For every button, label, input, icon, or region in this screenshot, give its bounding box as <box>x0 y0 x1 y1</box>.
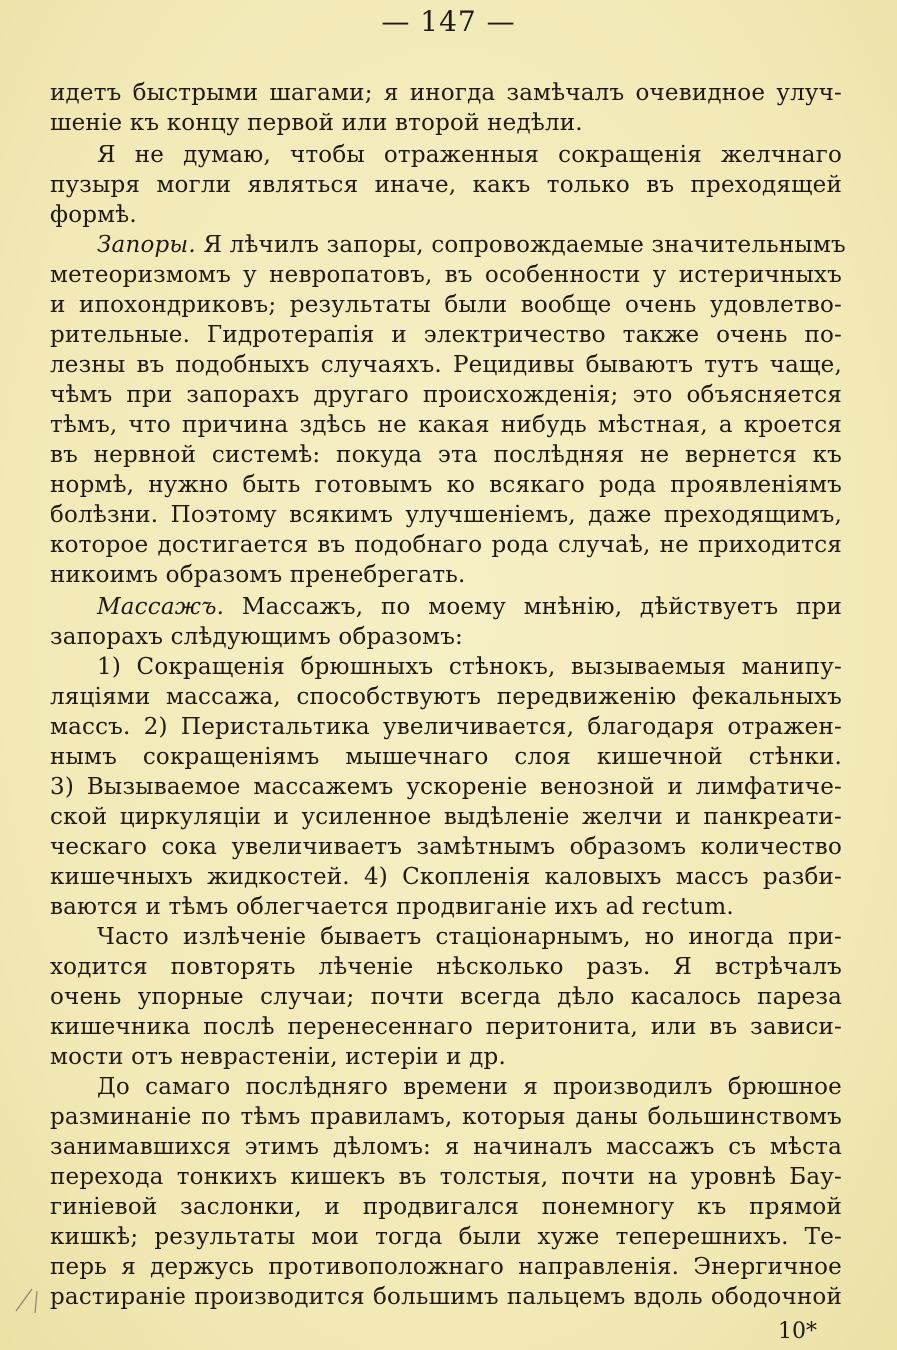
text-line: и ипохондриковъ; результаты были вообще очень удовлетво- <box>50 292 842 318</box>
text-line: кишкѣ; результаты мои тогда были хуже теперешнихъ. Те- <box>50 1224 842 1250</box>
massazh-first-line-rest: Массажъ, по моему мнѣнію, дѣйствуетъ при <box>224 594 842 620</box>
paragraph-massazh-first-line <box>97 592 842 622</box>
section-heading-massazh: Массажъ. <box>97 594 225 620</box>
text-line: 3) Вызываемое массажемъ ускореніе венозной и лимфатиче- <box>50 774 842 800</box>
text-line: нормѣ, нужно быть готовымъ ко всякаго рода проявленіямъ <box>50 472 842 498</box>
paragraph-zapory-first-line <box>97 230 846 260</box>
text-line: До самаго послѣдняго времени я производилъ брюшное <box>97 1074 842 1100</box>
text-line: формѣ. <box>50 202 137 228</box>
text-line: идетъ быстрыми шагами; я иногда замѣчалъ очевидное улуч- <box>50 80 842 106</box>
text-line: лезны въ подобныхъ случаяхъ. Рецидивы бываютъ тутъ чаще, <box>50 352 842 378</box>
text-line: гиніевой заслонки, и продвигался понемногу къ прямой <box>50 1194 842 1220</box>
page-number: — 147 — <box>381 5 516 38</box>
text-line: разминаніе по тѣмъ правиламъ, которыя даны большинствомъ <box>50 1104 842 1130</box>
text-line: мости отъ неврастеніи, истеріи и др. <box>50 1044 506 1070</box>
text-line: 1) Сокращенія брюшныхъ стѣнокъ, вызываемыя манипу- <box>97 654 842 680</box>
text-line: шеніе къ концу первой или второй недѣли. <box>50 110 583 136</box>
zapory-first-line-rest: Я лѣчилъ запоры, сопровождаемые значительнымъ <box>195 232 846 258</box>
text-line: болѣзни. Поэтому всякимъ улучшеніемъ, даже преходящимъ, <box>50 502 842 528</box>
text-line: никоимъ образомъ пренебрегать. <box>50 562 466 588</box>
text-line: пузыря могли являться иначе, какъ только въ преходящей <box>50 172 842 198</box>
text-line: ходится повторять лѣченіе нѣсколько разъ. Я встрѣчалъ <box>50 954 842 980</box>
text-line: ской циркуляціи и усиленное выдѣленіе желчи и панкреати- <box>50 804 842 830</box>
text-line: запорахъ слѣдующимъ образомъ: <box>50 624 464 650</box>
text-line: чѣмъ при запорахъ другаго происхожденія; это объясняется <box>50 382 842 408</box>
text-line: метеоризмомъ у невропатовъ, въ особенности у истеричныхъ <box>50 262 842 288</box>
text-line: рительные. Гидротерапія и электричество также очень по- <box>50 322 842 348</box>
text-line: перь я держусь противоположнаго направленія. Энергичное <box>50 1254 842 1280</box>
text-line: которое достигается въ подобнаго рода случаѣ, не приходится <box>50 532 842 558</box>
text-line: занимавшихся этимъ дѣломъ: я начиналъ массажъ съ мѣста <box>50 1134 842 1160</box>
text-line: кишечника послѣ перенесеннаго перитонита, или въ зависи- <box>50 1014 842 1040</box>
text-line: въ нервной системѣ: покуда эта послѣдняя не вернется къ <box>50 442 842 468</box>
text-line: ваются и тѣмъ облегчается продвиганіе ихъ ad rectum. <box>50 894 734 920</box>
text-line: кишечныхъ жидкостей. 4) Скопленія каловыхъ массъ разби- <box>50 864 842 890</box>
text-line: массъ. 2) Перистальтика увеличивается, благодаря отражен- <box>50 714 842 740</box>
text-line: ляціями массажа, способствуютъ передвиженію фекальныхъ <box>50 684 842 710</box>
text-line: тѣмъ, что причина здѣсь не какая нибудь мѣстная, а кроется <box>50 412 842 438</box>
signature-mark: 10* <box>778 1319 817 1344</box>
text-line: нымъ сокращеніямъ мышечнаго слоя кишечной стѣнки. <box>50 744 842 770</box>
text-line: ческаго сока увеличиваетъ замѣтнымъ образомъ количество <box>50 834 842 860</box>
text-line: растираніе производится большимъ пальцемъ вдоль ободочной <box>50 1284 842 1310</box>
text-line: Я не думаю, чтобы отраженныя сокращенія желчнаго <box>97 142 842 168</box>
text-line: Часто излѣченіе бываетъ стаціонарнымъ, но иногда при- <box>97 924 842 950</box>
text-line: очень упорные случаи; почти всегда дѣло касалось пареза <box>50 984 842 1010</box>
section-heading-zapory: Запоры. <box>97 232 196 258</box>
text-line: перехода тонкихъ кишекъ въ толстыя, почти на уровнѣ Бау- <box>50 1164 842 1190</box>
margin-pencil-mark <box>10 1285 40 1315</box>
